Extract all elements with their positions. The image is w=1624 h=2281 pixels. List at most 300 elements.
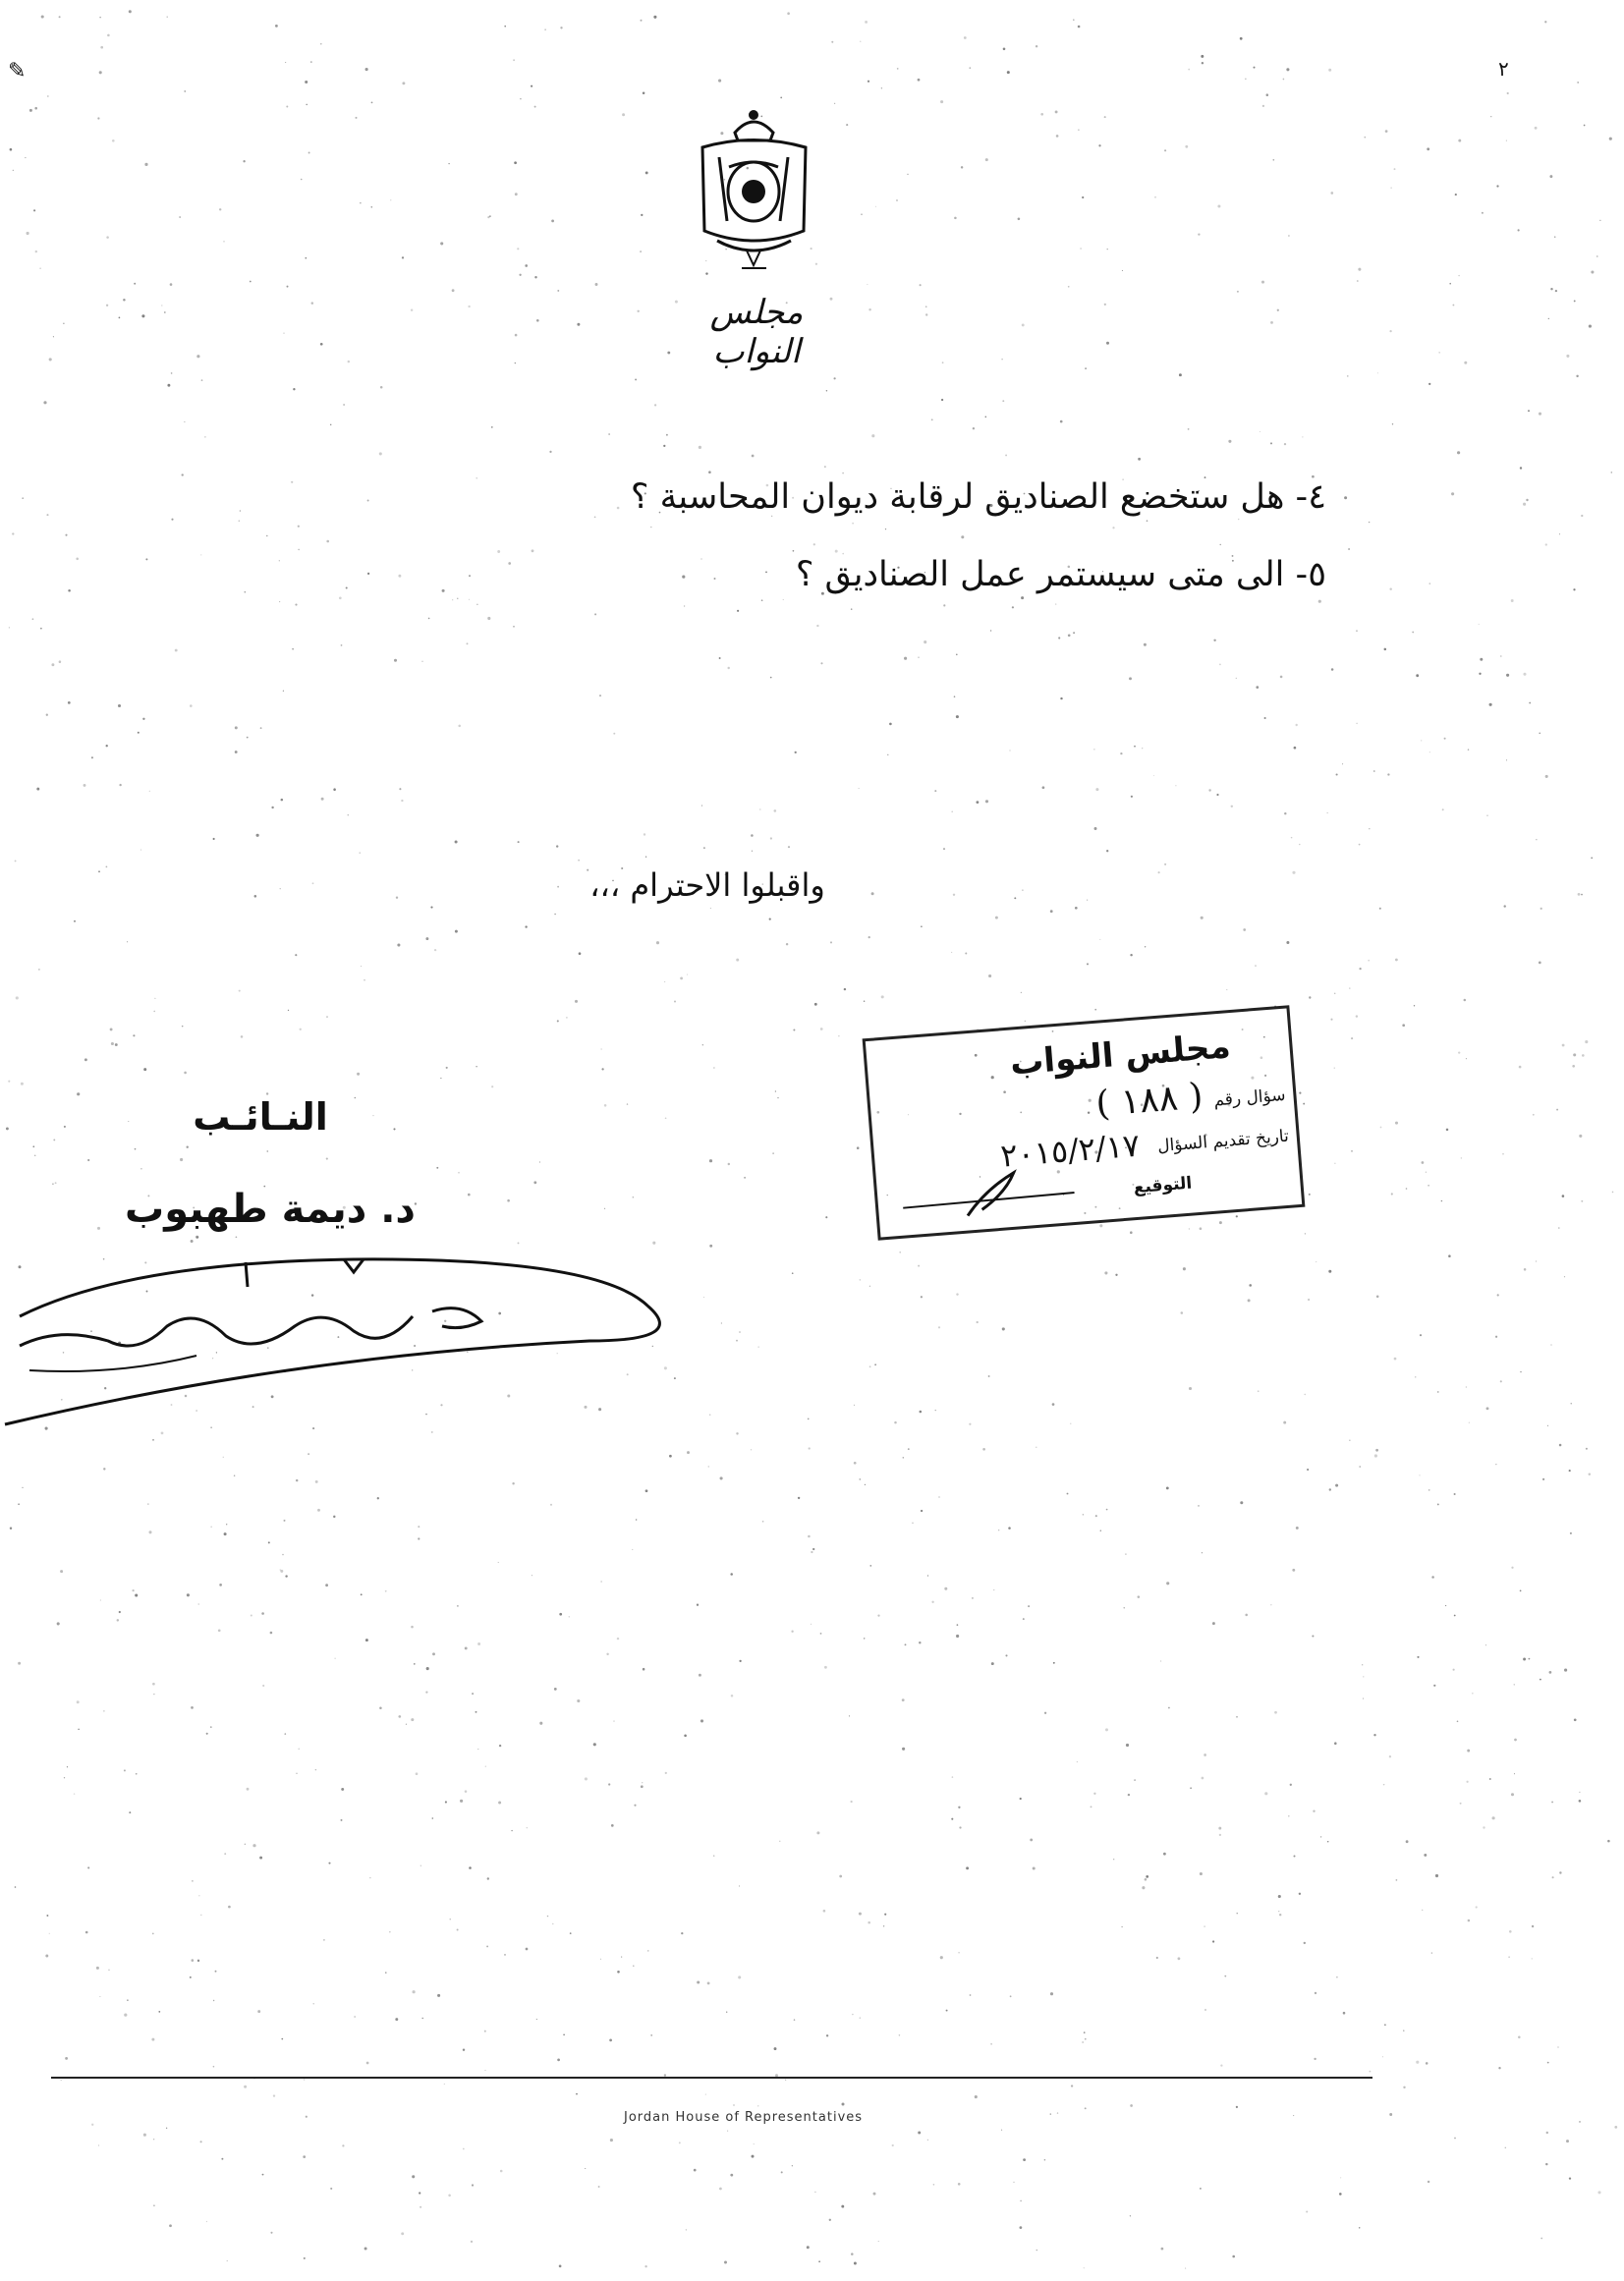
speckle	[1212, 1940, 1214, 1942]
speckle	[161, 305, 162, 306]
speckle	[1523, 1658, 1526, 1661]
speckle	[1168, 1707, 1170, 1709]
speckle	[187, 1146, 189, 1148]
speckle	[1190, 1787, 1192, 1789]
speckle	[142, 718, 144, 720]
speckle	[1327, 812, 1328, 813]
speckle	[812, 1548, 814, 1550]
stamp-signature-scribble	[896, 1161, 1095, 1226]
speckle	[534, 276, 536, 278]
speckle	[924, 640, 926, 643]
speckle	[484, 2070, 485, 2071]
speckle	[835, 550, 838, 553]
speckle	[787, 12, 790, 15]
speckle	[1578, 893, 1581, 896]
speckle	[293, 388, 295, 390]
speckle	[927, 2140, 928, 2141]
speckle	[1533, 1114, 1535, 1116]
speckle	[918, 656, 920, 658]
speckle	[902, 1698, 905, 1701]
speckle	[896, 199, 898, 201]
speckle	[312, 882, 314, 884]
speckle	[825, 1216, 827, 1218]
speckle	[576, 2093, 578, 2095]
speckle	[84, 1058, 87, 1061]
speckle	[686, 2229, 687, 2230]
speckle	[1581, 894, 1583, 896]
speckle	[51, 663, 54, 666]
speckle	[1021, 992, 1022, 993]
speckle	[1446, 1129, 1449, 1132]
speckle	[133, 1034, 135, 1036]
speckle	[1479, 624, 1480, 625]
speckle	[739, 1885, 740, 1886]
speckle	[1256, 686, 1259, 689]
speckle	[897, 68, 899, 70]
speckle	[1439, 352, 1440, 353]
speckle	[240, 510, 242, 512]
closing-line: واقبلوا الاحترام ،،،	[589, 866, 825, 904]
speckle	[1551, 1801, 1553, 1803]
speckle	[1540, 1679, 1541, 1681]
speckle	[1219, 1221, 1222, 1224]
speckle	[436, 1167, 438, 1169]
speckle	[465, 1646, 468, 1649]
speckle	[1201, 55, 1204, 58]
speckle	[965, 953, 967, 955]
speckle	[920, 284, 922, 286]
speckle	[1389, 1755, 1391, 1757]
speckle	[1489, 1778, 1491, 1780]
speckle	[198, 1895, 199, 1896]
speckle	[411, 308, 413, 310]
speckle	[476, 1711, 477, 1713]
speckle	[637, 310, 639, 312]
speckle	[250, 281, 252, 283]
speckle	[1131, 796, 1133, 798]
speckle	[1270, 1604, 1271, 1605]
speckle	[985, 800, 988, 803]
speckle	[491, 1085, 493, 1087]
speckle	[1559, 1444, 1562, 1447]
speckle	[1299, 1893, 1301, 1895]
speckle	[512, 1482, 514, 1484]
speckle	[719, 657, 721, 659]
speckle	[991, 1662, 994, 1665]
speckle	[964, 36, 967, 39]
speckle	[1147, 520, 1148, 522]
speckle	[1449, 283, 1451, 285]
speckle	[103, 1710, 104, 1711]
speckle	[1202, 1777, 1204, 1780]
speckle	[341, 1819, 343, 1821]
speckle	[551, 220, 554, 223]
speckle	[935, 1410, 936, 1411]
speckle	[285, 1575, 287, 1577]
speckle	[578, 860, 580, 862]
speckle	[52, 1183, 54, 1185]
speckle	[211, 1527, 212, 1528]
speckle	[902, 1748, 905, 1751]
speckle	[1428, 1489, 1430, 1491]
mp-name: د. ديمة طهبوب	[125, 1187, 416, 1232]
speckle	[644, 2265, 646, 2267]
speckle	[1427, 147, 1429, 150]
speckle	[601, 1048, 602, 1049]
speckle	[864, 1638, 865, 1639]
speckle	[148, 1530, 151, 1533]
speckle	[818, 2260, 820, 2262]
speckle	[557, 1020, 559, 1022]
speckle	[169, 2224, 172, 2227]
speckle	[124, 1769, 126, 1771]
speckle	[1532, 1958, 1533, 1959]
speckle	[1385, 130, 1388, 133]
speckle	[508, 562, 511, 565]
speckle	[43, 401, 46, 404]
speckle	[1085, 367, 1087, 369]
speckle	[234, 1475, 235, 1476]
speckle	[399, 788, 401, 790]
speckle	[1529, 1658, 1531, 1660]
speckle	[1272, 159, 1274, 161]
speckle	[295, 604, 297, 606]
speckle	[421, 661, 422, 662]
speckle	[465, 1790, 468, 1793]
speckle	[585, 1777, 588, 1780]
speckle	[1562, 1044, 1565, 1047]
speckle	[367, 573, 369, 575]
speckle	[1042, 786, 1045, 789]
speckle	[455, 930, 458, 933]
speckle	[577, 1699, 580, 1702]
corner-mark-right: ٢	[1498, 57, 1509, 81]
speckle	[1002, 400, 1004, 402]
speckle	[808, 1535, 811, 1538]
speckle	[281, 2038, 283, 2040]
speckle	[1376, 1296, 1379, 1299]
speckle	[653, 16, 656, 19]
speckle	[1362, 1664, 1363, 1665]
speckle	[360, 852, 361, 853]
speckle	[1377, 372, 1378, 373]
speckle	[622, 113, 625, 116]
speckle	[458, 1172, 460, 1174]
speckle	[184, 421, 185, 422]
speckle	[604, 1208, 605, 1209]
speckle	[1579, 1135, 1582, 1138]
stamp-date-label: تاريخ تقديم السؤال	[1156, 1126, 1290, 1157]
speckle	[601, 1068, 603, 1070]
speckle	[1429, 751, 1430, 752]
speckle	[956, 1635, 959, 1638]
speckle	[777, 1097, 778, 1098]
speckle	[27, 232, 29, 235]
speckle	[570, 1932, 572, 1934]
speckle	[966, 1866, 969, 1869]
speckle	[306, 104, 308, 106]
speckle	[1476, 1906, 1478, 1908]
speckle	[1546, 2132, 1548, 2134]
speckle	[295, 954, 297, 956]
speckle	[1412, 632, 1414, 634]
speckle	[1472, 1693, 1473, 1694]
speckle	[15, 860, 17, 862]
speckle	[1142, 1886, 1145, 1889]
speckle	[1220, 544, 1221, 545]
speckle	[820, 1633, 822, 1635]
speckle	[1105, 1728, 1108, 1731]
speckle	[1179, 373, 1182, 376]
speckle	[219, 1584, 222, 1586]
speckle	[1305, 1394, 1306, 1395]
speckle	[1055, 110, 1058, 113]
speckle	[525, 264, 528, 267]
speckle	[1445, 1605, 1446, 1606]
speckle	[1283, 1421, 1286, 1424]
speckle	[306, 257, 308, 259]
speckle	[641, 20, 643, 22]
speckle	[973, 427, 975, 429]
speckle	[1022, 889, 1024, 891]
speckle	[604, 1104, 607, 1107]
speckle	[504, 1954, 506, 1956]
speckle	[841, 2205, 844, 2208]
speckle	[135, 1593, 138, 1596]
speckle	[958, 1807, 960, 1808]
speckle	[842, 473, 844, 474]
speckle	[498, 1802, 501, 1805]
speckle	[892, 2144, 894, 2146]
speckle	[851, 2253, 854, 2255]
speckle	[32, 618, 34, 620]
speckle	[1201, 917, 1204, 919]
speckle	[1479, 673, 1481, 675]
speckle	[759, 808, 760, 809]
speckle	[287, 286, 289, 288]
speckle	[1245, 1614, 1248, 1617]
speckle	[132, 1589, 134, 1591]
speckle	[644, 833, 645, 835]
speckle	[283, 1520, 285, 1522]
speckle	[166, 2128, 167, 2129]
speckle	[460, 1800, 463, 1803]
speckle	[1514, 1739, 1517, 1742]
speckle	[500, 2170, 503, 2173]
speckle	[1455, 194, 1457, 195]
speckle	[534, 106, 536, 108]
speckle	[298, 1748, 300, 1750]
mp-title: النـائـب	[193, 1095, 328, 1139]
speckle	[652, 1242, 655, 1245]
speckle	[1255, 966, 1256, 967]
speckle	[1564, 1669, 1567, 1672]
speckle	[1500, 1380, 1502, 1382]
speckle	[241, 1035, 244, 1038]
speckle	[642, 1782, 643, 1783]
speckle	[1286, 941, 1289, 944]
speckle	[91, 756, 93, 758]
speckle	[851, 608, 853, 610]
speckle	[859, 1913, 862, 1916]
speckle	[228, 1906, 231, 1909]
speckle	[737, 610, 739, 612]
speckle	[477, 1749, 478, 1750]
speckle	[733, 2104, 735, 2106]
speckle	[1261, 281, 1264, 284]
speckle	[153, 1011, 155, 1013]
speckle	[1309, 1194, 1311, 1196]
speckle	[1216, 794, 1218, 796]
speckle	[284, 1733, 286, 1735]
speckle	[1520, 1371, 1522, 1373]
speckle	[99, 17, 101, 19]
speckle	[1452, 305, 1454, 306]
speckle	[608, 433, 610, 435]
speckle	[783, 599, 784, 600]
speckle	[554, 1688, 557, 1691]
speckle	[251, 1614, 252, 1616]
speckle	[190, 1976, 192, 1978]
speckle	[262, 2174, 264, 2176]
speckle	[883, 1925, 884, 1926]
speckle	[153, 2139, 154, 2140]
speckle	[1596, 255, 1597, 256]
speckle	[97, 1227, 100, 1230]
speckle	[298, 526, 300, 528]
speckle	[1375, 1449, 1378, 1452]
speckle	[106, 305, 108, 306]
speckle	[632, 1549, 633, 1550]
speckle	[1482, 212, 1484, 214]
speckle	[518, 841, 520, 843]
speckle	[288, 1010, 289, 1011]
speckle	[1549, 175, 1552, 178]
speckle	[1589, 325, 1592, 328]
speckle	[1185, 2268, 1186, 2269]
speckle	[57, 1622, 60, 1625]
speckle	[41, 15, 44, 18]
speckle	[419, 2192, 420, 2194]
speckle	[1084, 2267, 1085, 2268]
speckle	[432, 1652, 435, 1655]
speckle	[610, 2139, 613, 2142]
speckle	[654, 404, 656, 406]
speckle	[402, 82, 405, 84]
speckle	[239, 990, 241, 992]
speckle	[731, 1695, 734, 1697]
speckle	[559, 2265, 562, 2268]
speckle	[1419, 1474, 1420, 1475]
speckle	[1559, 533, 1560, 534]
speckle	[22, 497, 24, 499]
speckle	[830, 941, 832, 943]
speckle	[1500, 655, 1502, 657]
speckle	[1083, 1514, 1085, 1516]
speckle	[1198, 233, 1200, 235]
speckle	[348, 814, 349, 815]
speckle	[127, 941, 128, 942]
speckle	[35, 250, 37, 252]
speckle	[894, 1421, 897, 1424]
speckle	[196, 1237, 197, 1238]
speckle	[857, 1146, 860, 1149]
speckle	[719, 2188, 722, 2191]
speckle	[418, 1537, 420, 1539]
speckle	[826, 390, 827, 391]
speckle	[99, 71, 102, 74]
speckle	[476, 604, 477, 605]
speckle	[1044, 1712, 1046, 1714]
speckle	[595, 283, 598, 286]
speckle	[961, 166, 963, 168]
speckle	[112, 139, 115, 142]
speckle	[687, 974, 688, 975]
speckle	[304, 2079, 305, 2080]
speckle	[343, 404, 345, 406]
speckle	[1454, 1615, 1456, 1617]
speckle	[1315, 1992, 1316, 1994]
speckle	[446, 1067, 448, 1069]
speckle	[448, 163, 449, 164]
speckle	[720, 1476, 723, 1479]
speckle	[1033, 1866, 1036, 1869]
speckle	[544, 28, 545, 29]
speckle	[33, 209, 35, 211]
speckle	[1502, 1153, 1504, 1155]
speckle	[467, 642, 469, 644]
speckle	[699, 1674, 701, 1677]
speckle	[697, 1980, 700, 1983]
speckle	[379, 1707, 382, 1710]
speckle	[210, 1726, 212, 1728]
speckle	[1523, 503, 1526, 506]
speckle	[129, 10, 132, 13]
speckle	[829, 2219, 831, 2221]
speckle	[196, 355, 199, 358]
speckle	[1288, 1815, 1290, 1817]
speckle	[152, 1439, 154, 1441]
jordan-coat-of-arms-icon	[688, 103, 820, 275]
corner-mark-left: ✎	[8, 59, 27, 83]
speckle	[976, 801, 979, 804]
speckle	[1486, 1407, 1489, 1410]
speckle	[143, 1068, 146, 1071]
speckle	[262, 1685, 264, 1687]
speckle	[257, 2010, 260, 2013]
speckle	[579, 952, 582, 955]
speckle	[1390, 188, 1391, 189]
speckle	[45, 1955, 48, 1958]
speckle	[520, 98, 522, 100]
speckle	[645, 171, 648, 174]
speckle	[380, 386, 383, 389]
speckle	[1166, 1487, 1169, 1490]
speckle	[1520, 467, 1522, 469]
speckle	[458, 725, 461, 728]
speckle	[484, 2031, 486, 2032]
speckle	[609, 2039, 612, 2042]
speckle	[313, 2003, 314, 2004]
speckle	[1335, 1484, 1338, 1487]
speckle	[867, 284, 868, 285]
speckle	[1334, 1068, 1335, 1069]
speckle	[339, 596, 342, 599]
speckle	[306, 2116, 308, 2118]
speckle	[1426, 1172, 1427, 1173]
speckle	[342, 2144, 344, 2146]
speckle	[969, 1423, 971, 1425]
